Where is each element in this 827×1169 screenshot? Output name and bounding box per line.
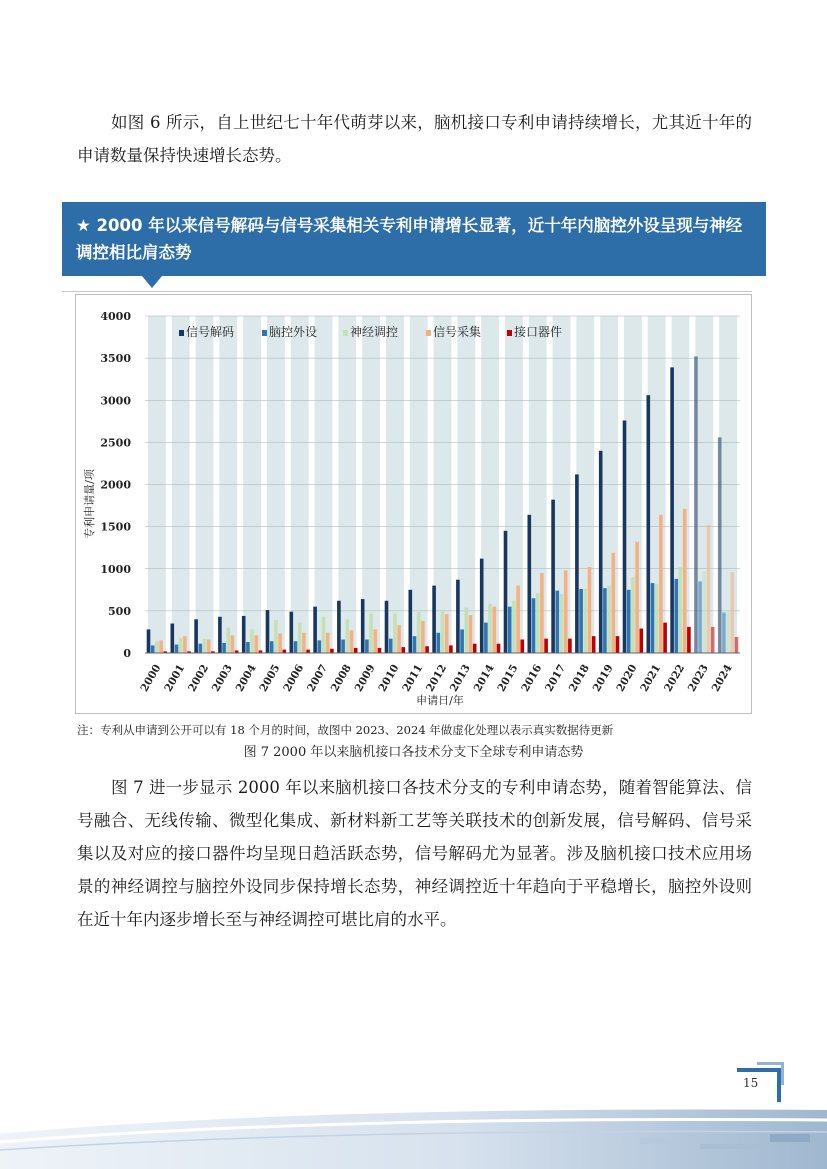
- page-number: 15: [743, 1076, 759, 1090]
- bar-脑控外设-2012: [437, 633, 441, 653]
- chart-container: [75, 294, 752, 714]
- divider: [62, 291, 752, 292]
- bar-信号采集-2001: [183, 636, 187, 653]
- bar-信号采集-2019: [612, 553, 616, 653]
- bar-接口器件-2012: [449, 645, 453, 653]
- y-tick-label: 500: [108, 604, 131, 618]
- bar-接口器件-2009: [378, 648, 382, 653]
- bar-脑控外设-2006: [294, 641, 298, 653]
- bar-接口器件-2011: [425, 646, 429, 653]
- bar-信号采集-2016: [540, 573, 544, 653]
- bar-信号采集-2018: [588, 567, 592, 653]
- bar-信号解码-2009: [361, 599, 365, 653]
- bar-接口器件-2014: [497, 644, 501, 653]
- bar-信号解码-2014: [480, 559, 484, 653]
- bar-信号解码-2021: [647, 395, 651, 653]
- bar-神经调控-2009: [369, 613, 373, 653]
- bar-接口器件-2020: [640, 629, 644, 653]
- bar-信号解码-2020: [623, 420, 627, 653]
- x-tick-label: 2014: [471, 662, 497, 694]
- bar-信号采集-2005: [278, 634, 282, 653]
- bar-信号解码-2024: [718, 437, 722, 653]
- x-tick-label: 2001: [162, 662, 188, 694]
- bar-脑控外设-2021: [651, 583, 655, 653]
- bar-信号解码-2002: [194, 619, 198, 653]
- bar-脑控外设-2009: [365, 640, 369, 653]
- bar-接口器件-2013: [473, 644, 477, 653]
- bar-信号采集-2023: [707, 525, 711, 653]
- legend-swatch: [507, 330, 512, 336]
- bar-接口器件-2010: [402, 647, 406, 653]
- x-tick-label: 2009: [352, 662, 378, 694]
- x-tick-label: 2003: [209, 662, 235, 694]
- bar-脑控外设-2011: [413, 636, 417, 653]
- y-tick-label: 2500: [100, 436, 131, 450]
- x-tick-label: 2015: [495, 662, 521, 694]
- bar-脑控外设-2002: [199, 644, 203, 653]
- bar-信号解码-2000: [147, 629, 151, 653]
- bar-脑控外设-2003: [222, 643, 226, 653]
- legend-label: 接口器件: [514, 325, 563, 339]
- bar-脑控外设-2014: [484, 623, 488, 653]
- x-tick-label: 2020: [614, 662, 640, 694]
- bar-信号解码-2022: [670, 367, 674, 653]
- x-tick-label: 2000: [138, 662, 164, 694]
- bar-接口器件-2018: [592, 636, 596, 653]
- bar-信号采集-2010: [397, 625, 401, 653]
- bar-神经调控-2015: [512, 601, 516, 653]
- bar-脑控外设-2010: [389, 639, 393, 653]
- x-tick-label: 2013: [447, 662, 473, 694]
- bar-神经调控-2023: [703, 571, 707, 653]
- bar-脑控外设-2019: [603, 588, 607, 653]
- x-tick-label: 2005: [257, 662, 283, 694]
- bar-信号采集-2008: [350, 630, 354, 653]
- banner-pointer: [142, 276, 162, 288]
- legend-label: 脑控外设: [269, 325, 318, 339]
- bar-脑控外设-2024: [722, 613, 726, 653]
- bar-脑控外设-2017: [556, 591, 560, 653]
- bar-脑控外设-2016: [532, 598, 536, 653]
- bar-神经调控-2012: [441, 610, 445, 653]
- figure-caption: 图 7 2000 年以来脑机接口各技术分支下全球专利申请态势: [243, 745, 584, 760]
- bar-神经调控-2008: [346, 619, 350, 653]
- bar-脑控外设-2013: [460, 629, 464, 653]
- bar-信号解码-2023: [694, 356, 698, 653]
- bar-接口器件-2005: [283, 650, 287, 653]
- bar-信号解码-2001: [171, 624, 175, 653]
- y-tick-label: 3500: [100, 352, 131, 366]
- bar-chart: [75, 294, 752, 714]
- bar-信号解码-2010: [385, 601, 389, 653]
- bar-接口器件-2006: [306, 650, 310, 653]
- x-axis-label: 申请日/年: [416, 694, 464, 707]
- bar-脑控外设-2008: [341, 640, 345, 653]
- bar-脑控外设-2001: [175, 645, 179, 653]
- bar-接口器件-2008: [354, 648, 358, 653]
- footer-decoration: [0, 1098, 827, 1169]
- chart-note: 注：专利从申请到公开可以有 18 个月的时间，故图中 2023、2024 年做虚化处理以表示真实数据待更新: [77, 723, 614, 737]
- x-tick-label: 2007: [305, 662, 331, 694]
- y-tick-label: 1500: [100, 520, 131, 534]
- x-tick-label: 2018: [566, 662, 592, 694]
- bar-神经调控-2021: [655, 584, 659, 653]
- bar-信号采集-2020: [635, 542, 639, 653]
- bar-脑控外设-2007: [318, 640, 322, 653]
- banner-title: 2000 年以来信号解码与信号采集相关专利申请增长显著，近十年内脑控外设呈现与神经调控相比肩态势: [76, 216, 743, 262]
- bar-脑控外设-2015: [508, 607, 512, 653]
- y-tick-label: 3000: [100, 394, 131, 408]
- bar-脑控外设-2005: [270, 641, 274, 653]
- bar-信号解码-2015: [504, 531, 508, 653]
- bar-接口器件-2024: [735, 637, 739, 653]
- bar-神经调控-2019: [607, 586, 611, 653]
- x-tick-label: 2017: [543, 662, 569, 694]
- section-banner: [62, 202, 766, 276]
- y-tick-label: 2000: [100, 478, 131, 492]
- bar-接口器件-2019: [616, 636, 620, 653]
- bar-信号解码-2019: [599, 451, 603, 653]
- bar-神经调控-2022: [679, 567, 683, 653]
- x-tick-label: 2010: [376, 662, 402, 694]
- x-tick-label: 2006: [281, 662, 307, 694]
- legend-label: 神经调控: [350, 325, 399, 339]
- x-tick-label: 2008: [328, 662, 354, 694]
- bar-脑控外设-2020: [627, 590, 631, 653]
- bar-信号采集-2024: [731, 572, 735, 653]
- bar-信号采集-2006: [302, 633, 306, 653]
- bar-信号采集-2003: [231, 635, 235, 653]
- bar-神经调控-2006: [298, 623, 302, 653]
- bar-神经调控-2004: [250, 629, 254, 653]
- bar-信号解码-2017: [551, 500, 555, 653]
- bar-接口器件-2015: [521, 640, 525, 653]
- bar-信号采集-2022: [683, 509, 687, 653]
- legend-swatch: [426, 330, 431, 336]
- bar-神经调控-2001: [179, 638, 183, 653]
- bar-信号解码-2005: [266, 610, 270, 653]
- bar-信号解码-2003: [218, 617, 222, 653]
- bar-信号解码-2013: [456, 580, 460, 653]
- y-tick-label: 1000: [100, 562, 131, 576]
- bar-信号解码-2008: [337, 601, 341, 653]
- bar-神经调控-2005: [274, 620, 278, 653]
- legend-swatch: [262, 330, 267, 336]
- bar-接口器件-2023: [711, 627, 715, 653]
- bar-神经调控-2013: [465, 608, 469, 653]
- x-tick-label: 2024: [709, 662, 735, 694]
- x-tick-label: 2023: [685, 662, 711, 694]
- y-tick-label: 4000: [100, 310, 131, 323]
- bar-神经调控-2000: [155, 641, 159, 653]
- legend-label: 信号采集: [433, 325, 482, 339]
- x-tick-label: 2019: [590, 662, 616, 694]
- bar-信号采集-2002: [207, 640, 211, 653]
- bar-信号采集-2015: [516, 586, 520, 653]
- bar-信号采集-2011: [421, 621, 425, 653]
- bar-脑控外设-2022: [675, 579, 679, 653]
- bar-信号采集-2014: [493, 607, 497, 653]
- bar-信号采集-2013: [469, 615, 473, 653]
- x-tick-label: 2002: [186, 662, 212, 694]
- bar-信号采集-2021: [659, 515, 663, 653]
- y-tick-label: 0: [123, 647, 131, 660]
- bar-接口器件-2007: [330, 649, 334, 653]
- bar-信号解码-2006: [290, 612, 294, 653]
- bar-神经调控-2018: [584, 589, 588, 653]
- intro-paragraph: 如图 6 所示，自上世纪七十年代萌芽以来，脑机接口专利申请持续增长，尤其近十年的申请数量保持快速增长态势。: [77, 113, 752, 165]
- y-axis-label: 专利申请量/项: [83, 469, 96, 539]
- bar-神经调控-2017: [560, 594, 564, 653]
- bar-信号解码-2011: [409, 590, 413, 653]
- x-tick-label: 2004: [233, 662, 259, 694]
- legend-label: 信号解码: [186, 325, 235, 339]
- bar-信号解码-2012: [432, 586, 436, 653]
- x-tick-label: 2016: [519, 662, 545, 694]
- bar-神经调控-2011: [417, 612, 421, 653]
- bar-信号采集-2007: [326, 633, 330, 653]
- bar-信号解码-2004: [242, 616, 246, 653]
- bar-信号采集-2012: [445, 614, 449, 653]
- bar-脑控外设-2004: [246, 642, 250, 653]
- bar-脑控外设-2023: [698, 581, 702, 653]
- bar-接口器件-2016: [544, 639, 548, 653]
- bar-信号采集-2004: [255, 635, 259, 653]
- bar-信号解码-2007: [313, 607, 317, 653]
- bar-神经调控-2007: [322, 617, 326, 653]
- bar-接口器件-2017: [568, 639, 572, 653]
- x-tick-label: 2012: [424, 662, 450, 694]
- bar-接口器件-2021: [663, 623, 667, 653]
- bar-神经调控-2003: [227, 628, 231, 653]
- x-tick-label: 2022: [662, 662, 688, 694]
- bar-脑控外设-2000: [151, 645, 155, 653]
- bar-脑控外设-2018: [579, 589, 583, 653]
- bar-神经调控-2016: [536, 593, 540, 653]
- bar-神经调控-2002: [203, 639, 207, 653]
- x-tick-label: 2021: [638, 662, 664, 694]
- bar-信号解码-2016: [528, 515, 532, 653]
- x-tick-label: 2011: [400, 662, 426, 694]
- bar-神经调控-2024: [726, 613, 730, 653]
- bar-神经调控-2020: [631, 577, 635, 653]
- bar-接口器件-2022: [687, 627, 691, 653]
- star-icon: ★: [76, 216, 91, 235]
- legend-swatch: [343, 330, 348, 336]
- legend-swatch: [179, 330, 184, 336]
- body-paragraph: 图 7 进一步显示 2000 年以来脑机接口各技术分支的专利申请态势，随着智能算法、信号融合、无线传输、微型化集成、新材料新工艺等关联技术的创新发展，信号解码、信号采集以及对应的接口器件均呈现日趋活跃态势，信号解码尤为显著。涉及脑机接口技术应用场景的神经调控与脑控外设同步保持增长态势，神经调控近十年趋向于平稳增长，脑控外设则在近十年内逐步增长至与神经调控可堪比肩的水平。: [77, 778, 752, 929]
- bar-信号解码-2018: [575, 474, 579, 653]
- bar-神经调控-2014: [488, 604, 492, 653]
- bar-信号采集-2009: [374, 629, 378, 653]
- bar-信号采集-2000: [159, 640, 163, 653]
- bar-神经调控-2010: [393, 613, 397, 653]
- bar-信号采集-2017: [564, 570, 568, 653]
